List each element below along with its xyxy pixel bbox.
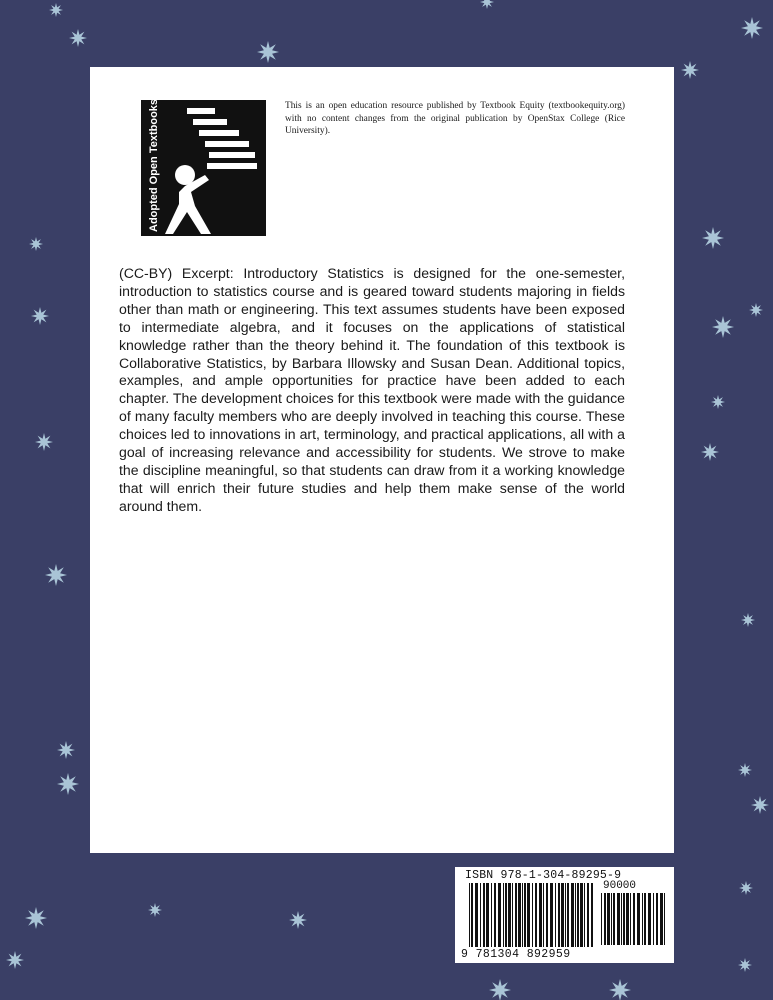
barcode-bar [644,893,646,945]
barcode-bar [648,893,651,945]
publisher-note: This is an open education resource published by Textbook Equity (textbookequity.org) with no content changes from the original publication by OpenStax College (Rice University). [285,101,625,137]
star-decoration [738,763,752,777]
barcode-bar [522,883,523,947]
star-decoration [711,395,725,409]
barcode-bar [611,893,612,945]
star-decoration [289,911,307,929]
star-decoration [25,907,47,929]
barcode-bar [469,883,470,947]
barcode-bar [558,883,560,947]
star-decoration [701,443,719,461]
isbn-number: ISBN 978-1-304-89295-9 [465,869,622,882]
barcode-bar [483,883,485,947]
star-decoration [69,29,87,47]
barcode-bar [491,883,492,947]
star-decoration [49,3,63,17]
barcode-bar [524,883,526,947]
barcode-bar [494,883,496,947]
star-decoration [45,564,67,586]
barcode-bar [601,893,602,945]
star-decoration [6,951,24,969]
barcode-bar [591,883,593,947]
barcode-bar [550,883,553,947]
barcode-bar [505,883,507,947]
star-decoration [712,316,734,338]
barcode-bar [532,883,533,947]
star-decoration [57,773,79,795]
barcode-bar [660,893,663,945]
barcode-bar [567,883,569,947]
barcode-bar [503,883,504,947]
barcode-bar [584,883,585,947]
barcode-bar [653,893,654,945]
person-carrying-books-icon [165,100,266,236]
barcode-bar [543,883,544,947]
barcode-bar [607,893,610,945]
star-decoration [739,881,753,895]
barcode-bar [539,883,542,947]
adopted-open-textbooks-logo [141,100,266,236]
barcode-bar [626,893,629,945]
star-decoration [741,613,755,627]
star-decoration [35,433,53,451]
ean-barcode-bars [469,883,593,949]
star-decoration [681,61,699,79]
barcode-bar [580,883,583,947]
star-decoration [57,741,75,759]
barcode-bar [527,883,530,947]
barcode-bar [571,883,574,947]
star-decoration [31,307,49,325]
barcode-bar [623,893,625,945]
barcode-bar [565,883,566,947]
barcode-bar [637,893,640,945]
star-decoration [738,958,752,972]
barcode-bar [475,883,478,947]
star-decoration [257,41,279,63]
barcode-bar [621,893,622,945]
barcode-bar [555,883,556,947]
barcode-bar [508,883,511,947]
star-decoration [702,227,724,249]
back-cover-panel [90,67,674,853]
addon-barcode-bars [601,893,665,945]
star-decoration [751,796,769,814]
barcode-bar [512,883,513,947]
barcode-bar [587,883,589,947]
barcode-bar [518,883,521,947]
barcode-bar [642,893,643,945]
barcode-bar [633,893,635,945]
barcode-bar [656,893,658,945]
barcode-bar [546,883,548,947]
star-decoration [489,979,511,1000]
barcode-bar [515,883,517,947]
barcode-bar [535,883,537,947]
price-code: 90000 [603,880,637,892]
barcode-bar [486,883,489,947]
book-description: (CC-BY) Excerpt: Introductory Statistics is designed for the one-semester, introduction to statistics course and is geared toward students majoring in fields other than math or engineering. This text assumes students have been exposed to intermediate algebra, and it focuses on the applications of statistical knowledge rather than the theory behind it. The foundation of this textbook is Collaborative Statistics, by Barbara Illowsky and Susan Dean. Additional topics, examples, and ample opportunities for practice have been added to each chapter. The development choices for this textbook were made with the guidance of many faculty members who are deeply involved in teaching this course. These choices led to innovations in art, terminology, and practical applications, all with a goal of increasing relevance and accessibility for students. We strove to make the discipline meaningful, so that students can draw from it a working knowledge that will enrich their future studies and help them make sense of the world around them. [119,265,625,514]
barcode-bar [617,893,620,945]
barcode-bar [498,883,501,947]
barcode-bar [480,883,481,947]
barcode-bar [604,893,606,945]
barcode-bar [471,883,473,947]
barcode-bar [613,893,615,945]
star-decoration [741,17,763,39]
star-decoration [148,903,162,917]
barcode-bar [561,883,564,947]
star-decoration [749,303,763,317]
barcode-digits: 9 781304 892959 [461,948,571,961]
barcode-bar [577,883,579,947]
barcode-bar [630,893,631,945]
logo-text: Adopted Open Textbooks [148,98,160,232]
star-decoration [29,237,43,251]
star-decoration [480,0,494,9]
barcode-bar [575,883,576,947]
isbn-barcode [455,867,674,963]
barcode-bar [664,893,665,945]
star-decoration [609,979,631,1000]
